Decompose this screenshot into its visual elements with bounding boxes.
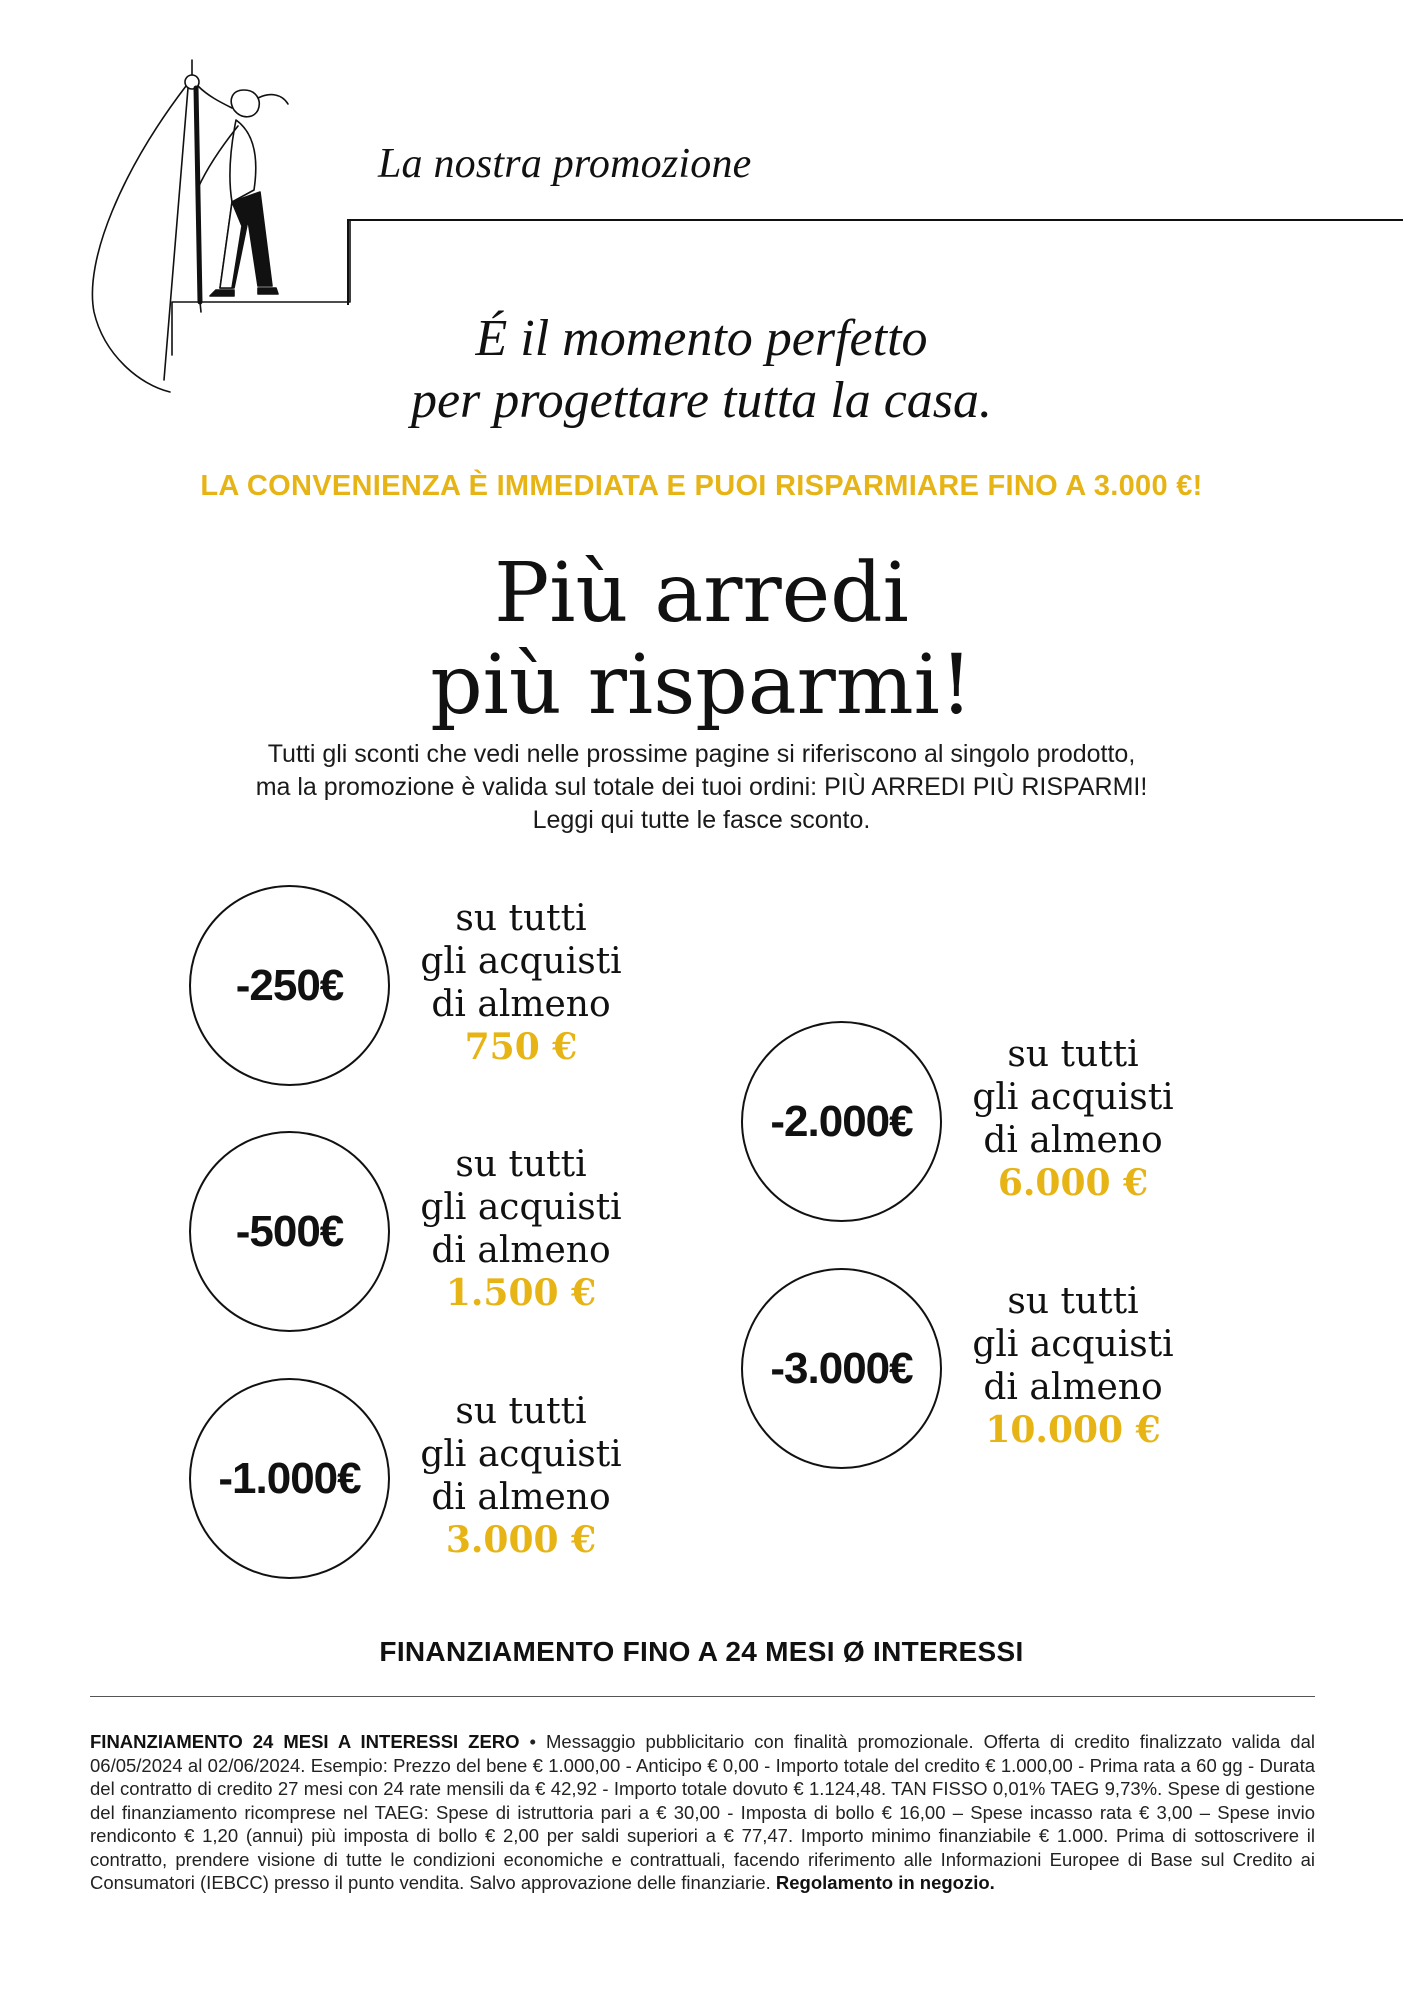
page-title-line-2: più risparmi! — [430, 638, 973, 733]
discount-badge: -2.000€ — [741, 1021, 942, 1222]
legal-disclaimer — [90, 1730, 1315, 1895]
tier-line: di almeno — [431, 984, 611, 1025]
discount-tier — [189, 885, 789, 1095]
intro-line-1: Tutti gli sconti che vedi nelle prossime pagine si riferiscono al singolo prodotto, — [267, 740, 1136, 768]
disclaimer-tail: Regolamento in negozio. — [775, 1872, 995, 1893]
page-title-line-1: Più arredi — [494, 546, 909, 641]
tier-line: su tutti — [455, 1391, 587, 1432]
tagline: LA CONVENIENZA È IMMEDIATA E PUOI RISPARMIARE FINO A 3.000 €! — [200, 470, 1203, 502]
tier-condition — [963, 1033, 1183, 1205]
intro-line-2: ma la promozione è valida sul totale dei tuoi ordini: PIÙ ARREDI PIÙ RISPARMI! — [255, 773, 1148, 801]
header-divider-vertical — [347, 219, 349, 305]
tier-condition — [411, 897, 631, 1069]
intro-text — [0, 738, 1403, 837]
tier-line: di almeno — [983, 1120, 1163, 1161]
tier-amount: 10.000 € — [985, 1409, 1161, 1451]
tier-line: gli acquisti — [972, 1077, 1174, 1118]
section-title: La nostra promozione — [378, 141, 752, 187]
tier-line: su tutti — [1007, 1034, 1139, 1075]
headline — [0, 308, 1403, 432]
tier-line: gli acquisti — [420, 1187, 622, 1228]
tier-amount: 750 € — [464, 1026, 578, 1068]
tier-condition — [963, 1280, 1183, 1452]
discount-tier — [741, 1021, 1341, 1231]
discount-badge: -500€ — [189, 1131, 390, 1332]
discount-tier — [189, 1131, 789, 1341]
page-title — [0, 548, 1403, 732]
headline-line-2: per progettare tutta la casa. — [410, 372, 993, 429]
tier-line: di almeno — [431, 1477, 611, 1518]
footer-divider — [90, 1696, 1315, 1697]
tier-line: su tutti — [455, 898, 587, 939]
header-divider — [348, 219, 1403, 221]
disclaimer-body: • Messaggio pubblicitario con finalità promozionale. Offerta di credito finalizzato valida dal 06/05/2024 al 02/06/2024. Esempio: Prezzo del bene € 1.000,00 - Anticipo € 0,00 - Importo totale del credito € 1.000,00 - Prima rata a 60 gg - Durata del contratto di credito 27 mesi con 24 rate mensili da € 42,92 - Importo totale dovuto € 1.124,48. TAN FISSO 0,01% TAEG 9,73%. Spese di gestione del finanziamento ricomprese nel TAEG: Spese di istruttoria pari a € 30,00 - Imposta di bollo € 16,00 – Spese incasso rata € 3,00 – Spese invio rendiconto € 1,20 (annui) più imposta di bollo € 2,00 per saldi superiori a € 77,47. Importo minimo finanziabile € 1.000. Prima di sottoscrivere il contratto, prendere visione di tutte le condizioni economiche e contrattuali, facendo riferimento alle Informazioni Europee di Base sul Credito ai Consumatori (IEBCC) presso il punto vendita. Salvo approvazione delle finanziarie. — [90, 1731, 1315, 1893]
discount-badge: -3.000€ — [741, 1268, 942, 1469]
disclaimer-lead: FINANZIAMENTO 24 MESI A INTERESSI ZERO — [90, 1731, 520, 1752]
tier-condition — [411, 1143, 631, 1315]
tier-line: su tutti — [455, 1144, 587, 1185]
discount-tier — [189, 1378, 789, 1588]
tier-amount: 3.000 € — [445, 1519, 597, 1561]
tier-line: di almeno — [431, 1230, 611, 1271]
tier-amount: 6.000 € — [997, 1162, 1149, 1204]
tier-condition — [411, 1390, 631, 1562]
tier-amount: 1.500 € — [445, 1272, 597, 1314]
tier-line: di almeno — [983, 1367, 1163, 1408]
headline-line-1: É il momento perfetto — [475, 310, 928, 367]
intro-line-3: Leggi qui tutte le fasce sconto. — [532, 806, 871, 834]
tier-line: gli acquisti — [972, 1324, 1174, 1365]
financing-banner: FINANZIAMENTO FINO A 24 MESI Ø INTERESSI — [379, 1636, 1024, 1667]
discount-badge: -250€ — [189, 885, 390, 1086]
discount-badge: -1.000€ — [189, 1378, 390, 1579]
tier-line: gli acquisti — [420, 941, 622, 982]
tier-line: su tutti — [1007, 1281, 1139, 1322]
discount-tier — [741, 1268, 1341, 1478]
tier-line: gli acquisti — [420, 1434, 622, 1475]
